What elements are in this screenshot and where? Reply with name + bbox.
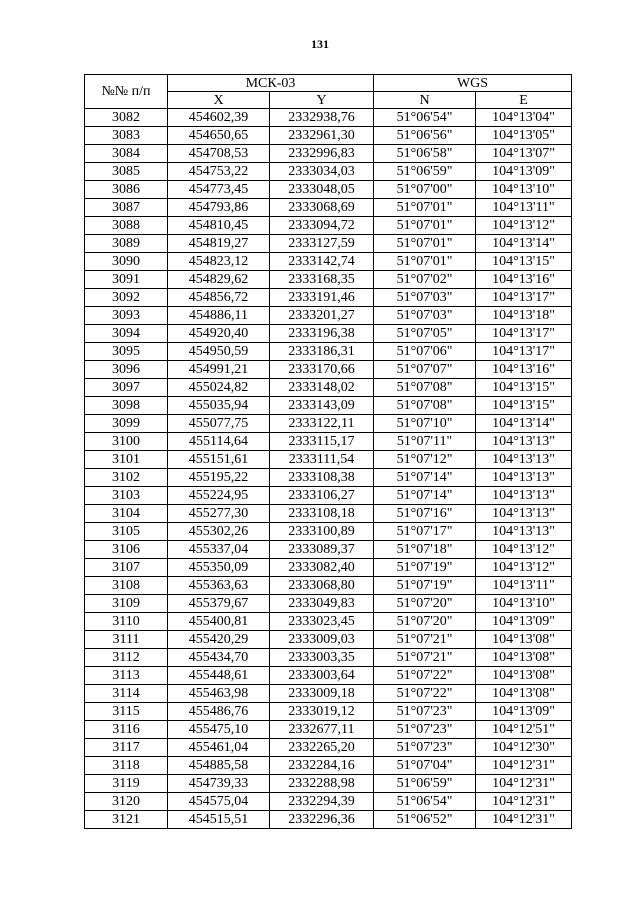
cell-x: 454823,12 bbox=[168, 253, 270, 271]
cell-x: 454810,45 bbox=[168, 217, 270, 235]
cell-x: 455195,22 bbox=[168, 469, 270, 487]
table-row bbox=[85, 271, 572, 289]
cell-e: 104°13'08" bbox=[476, 631, 572, 649]
table-row bbox=[85, 379, 572, 397]
cell-x: 455224,95 bbox=[168, 487, 270, 505]
cell-y: 2333127,59 bbox=[270, 235, 374, 253]
cell-number: 3115 bbox=[85, 703, 168, 721]
cell-x: 454575,04 bbox=[168, 793, 270, 811]
table-row bbox=[85, 721, 572, 739]
cell-number: 3100 bbox=[85, 433, 168, 451]
table-row bbox=[85, 487, 572, 505]
table-row bbox=[85, 505, 572, 523]
table-row bbox=[85, 163, 572, 181]
cell-y: 2333068,69 bbox=[270, 199, 374, 217]
cell-e: 104°13'18" bbox=[476, 307, 572, 325]
cell-n: 51°07'03" bbox=[374, 307, 476, 325]
table-row bbox=[85, 649, 572, 667]
cell-x: 454819,27 bbox=[168, 235, 270, 253]
cell-number: 3095 bbox=[85, 343, 168, 361]
cell-number: 3120 bbox=[85, 793, 168, 811]
cell-n: 51°07'14" bbox=[374, 487, 476, 505]
cell-x: 455363,63 bbox=[168, 577, 270, 595]
cell-y: 2333143,09 bbox=[270, 397, 374, 415]
cell-y: 2332294,39 bbox=[270, 793, 374, 811]
table-row bbox=[85, 811, 572, 829]
cell-e: 104°13'13" bbox=[476, 523, 572, 541]
cell-y: 2332284,16 bbox=[270, 757, 374, 775]
cell-e: 104°12'31" bbox=[476, 775, 572, 793]
table-row bbox=[85, 541, 572, 559]
cell-n: 51°07'16" bbox=[374, 505, 476, 523]
table-row bbox=[85, 127, 572, 145]
cell-y: 2333115,17 bbox=[270, 433, 374, 451]
cell-number: 3110 bbox=[85, 613, 168, 631]
cell-x: 455350,09 bbox=[168, 559, 270, 577]
cell-number: 3102 bbox=[85, 469, 168, 487]
cell-x: 455277,30 bbox=[168, 505, 270, 523]
table-header bbox=[85, 75, 572, 109]
cell-e: 104°13'11" bbox=[476, 199, 572, 217]
cell-n: 51°07'19" bbox=[374, 559, 476, 577]
cell-x: 455151,61 bbox=[168, 451, 270, 469]
cell-number: 3097 bbox=[85, 379, 168, 397]
cell-e: 104°13'17" bbox=[476, 343, 572, 361]
cell-n: 51°06'58" bbox=[374, 145, 476, 163]
table-row bbox=[85, 559, 572, 577]
table-row bbox=[85, 235, 572, 253]
cell-y: 2332288,98 bbox=[270, 775, 374, 793]
cell-number: 3098 bbox=[85, 397, 168, 415]
cell-e: 104°13'11" bbox=[476, 577, 572, 595]
cell-y: 2332677,11 bbox=[270, 721, 374, 739]
cell-y: 2332296,36 bbox=[270, 811, 374, 829]
table-row bbox=[85, 289, 572, 307]
table-row bbox=[85, 361, 572, 379]
cell-n: 51°07'05" bbox=[374, 325, 476, 343]
cell-y: 2332938,76 bbox=[270, 109, 374, 127]
cell-y: 2333003,64 bbox=[270, 667, 374, 685]
cell-number: 3091 bbox=[85, 271, 168, 289]
cell-number: 3090 bbox=[85, 253, 168, 271]
table-row bbox=[85, 217, 572, 235]
cell-e: 104°13'17" bbox=[476, 289, 572, 307]
cell-number: 3107 bbox=[85, 559, 168, 577]
cell-number: 3089 bbox=[85, 235, 168, 253]
cell-n: 51°07'21" bbox=[374, 631, 476, 649]
cell-x: 455461,04 bbox=[168, 739, 270, 757]
cell-n: 51°07'22" bbox=[374, 667, 476, 685]
cell-number: 3103 bbox=[85, 487, 168, 505]
cell-y: 2333122,11 bbox=[270, 415, 374, 433]
cell-y: 2333019,12 bbox=[270, 703, 374, 721]
table-row bbox=[85, 793, 572, 811]
table-row bbox=[85, 199, 572, 217]
cell-y: 2333034,03 bbox=[270, 163, 374, 181]
cell-e: 104°13'13" bbox=[476, 487, 572, 505]
cell-y: 2333009,18 bbox=[270, 685, 374, 703]
cell-y: 2333191,46 bbox=[270, 289, 374, 307]
cell-x: 455475,10 bbox=[168, 721, 270, 739]
cell-e: 104°12'31" bbox=[476, 811, 572, 829]
cell-e: 104°13'13" bbox=[476, 469, 572, 487]
table-row bbox=[85, 703, 572, 721]
cell-number: 3108 bbox=[85, 577, 168, 595]
cell-x: 455114,64 bbox=[168, 433, 270, 451]
cell-y: 2333170,66 bbox=[270, 361, 374, 379]
cell-n: 51°07'01" bbox=[374, 253, 476, 271]
cell-n: 51°06'56" bbox=[374, 127, 476, 145]
cell-y: 2333108,18 bbox=[270, 505, 374, 523]
cell-y: 2333106,27 bbox=[270, 487, 374, 505]
cell-number: 3096 bbox=[85, 361, 168, 379]
table-row bbox=[85, 145, 572, 163]
cell-e: 104°13'12" bbox=[476, 541, 572, 559]
cell-e: 104°13'17" bbox=[476, 325, 572, 343]
cell-x: 454515,51 bbox=[168, 811, 270, 829]
table-row bbox=[85, 775, 572, 793]
cell-x: 454886,11 bbox=[168, 307, 270, 325]
cell-x: 454885,58 bbox=[168, 757, 270, 775]
cell-y: 2333068,80 bbox=[270, 577, 374, 595]
cell-e: 104°13'15" bbox=[476, 253, 572, 271]
table-row bbox=[85, 613, 572, 631]
table-row bbox=[85, 451, 572, 469]
cell-y: 2333201,27 bbox=[270, 307, 374, 325]
cell-n: 51°07'21" bbox=[374, 649, 476, 667]
cell-number: 3094 bbox=[85, 325, 168, 343]
cell-x: 455035,94 bbox=[168, 397, 270, 415]
cell-number: 3114 bbox=[85, 685, 168, 703]
cell-number: 3118 bbox=[85, 757, 168, 775]
cell-number: 3113 bbox=[85, 667, 168, 685]
table-row bbox=[85, 415, 572, 433]
cell-number: 3088 bbox=[85, 217, 168, 235]
cell-y: 2333148,02 bbox=[270, 379, 374, 397]
cell-x: 454829,62 bbox=[168, 271, 270, 289]
cell-n: 51°07'04" bbox=[374, 757, 476, 775]
cell-number: 3106 bbox=[85, 541, 168, 559]
cell-number: 3119 bbox=[85, 775, 168, 793]
cell-number: 3109 bbox=[85, 595, 168, 613]
cell-e: 104°13'08" bbox=[476, 667, 572, 685]
cell-e: 104°13'09" bbox=[476, 613, 572, 631]
table-row bbox=[85, 397, 572, 415]
cell-x: 455077,75 bbox=[168, 415, 270, 433]
header-group-wgs: WGS bbox=[374, 75, 572, 92]
cell-n: 51°06'59" bbox=[374, 775, 476, 793]
header-number: №№ п/п bbox=[85, 75, 168, 109]
cell-x: 455448,61 bbox=[168, 667, 270, 685]
cell-y: 2332996,83 bbox=[270, 145, 374, 163]
table-row bbox=[85, 739, 572, 757]
cell-n: 51°07'23" bbox=[374, 739, 476, 757]
header-group-msk: МСК-03 bbox=[168, 75, 374, 92]
cell-x: 454793,86 bbox=[168, 199, 270, 217]
cell-e: 104°13'15" bbox=[476, 379, 572, 397]
header-x: X bbox=[168, 92, 270, 109]
table-row bbox=[85, 757, 572, 775]
header-e: E bbox=[476, 92, 572, 109]
cell-number: 3082 bbox=[85, 109, 168, 127]
cell-number: 3112 bbox=[85, 649, 168, 667]
table-row bbox=[85, 577, 572, 595]
cell-n: 51°07'20" bbox=[374, 595, 476, 613]
table-body bbox=[85, 109, 572, 829]
cell-x: 455486,76 bbox=[168, 703, 270, 721]
table-row bbox=[85, 685, 572, 703]
cell-e: 104°13'04" bbox=[476, 109, 572, 127]
table-row bbox=[85, 631, 572, 649]
cell-n: 51°06'54" bbox=[374, 109, 476, 127]
cell-n: 51°07'23" bbox=[374, 721, 476, 739]
cell-n: 51°07'11" bbox=[374, 433, 476, 451]
cell-n: 51°07'20" bbox=[374, 613, 476, 631]
table-row bbox=[85, 325, 572, 343]
cell-number: 3092 bbox=[85, 289, 168, 307]
cell-number: 3093 bbox=[85, 307, 168, 325]
cell-number: 3117 bbox=[85, 739, 168, 757]
coordinates-table bbox=[84, 74, 572, 829]
table-row bbox=[85, 433, 572, 451]
cell-y: 2333168,35 bbox=[270, 271, 374, 289]
cell-y: 2332961,30 bbox=[270, 127, 374, 145]
cell-number: 3087 bbox=[85, 199, 168, 217]
cell-e: 104°12'30" bbox=[476, 739, 572, 757]
cell-number: 3083 bbox=[85, 127, 168, 145]
cell-n: 51°07'18" bbox=[374, 541, 476, 559]
cell-e: 104°13'10" bbox=[476, 595, 572, 613]
cell-y: 2333094,72 bbox=[270, 217, 374, 235]
cell-number: 3104 bbox=[85, 505, 168, 523]
table-row bbox=[85, 523, 572, 541]
cell-y: 2333196,38 bbox=[270, 325, 374, 343]
cell-e: 104°13'13" bbox=[476, 505, 572, 523]
table-row bbox=[85, 595, 572, 613]
cell-y: 2333142,74 bbox=[270, 253, 374, 271]
cell-e: 104°13'12" bbox=[476, 559, 572, 577]
cell-y: 2333049,83 bbox=[270, 595, 374, 613]
cell-n: 51°07'19" bbox=[374, 577, 476, 595]
cell-n: 51°06'59" bbox=[374, 163, 476, 181]
cell-x: 454602,39 bbox=[168, 109, 270, 127]
cell-e: 104°12'31" bbox=[476, 757, 572, 775]
cell-e: 104°13'05" bbox=[476, 127, 572, 145]
cell-x: 455463,98 bbox=[168, 685, 270, 703]
cell-number: 3099 bbox=[85, 415, 168, 433]
cell-n: 51°07'08" bbox=[374, 397, 476, 415]
cell-e: 104°13'16" bbox=[476, 361, 572, 379]
cell-e: 104°13'10" bbox=[476, 181, 572, 199]
cell-n: 51°06'54" bbox=[374, 793, 476, 811]
cell-e: 104°13'15" bbox=[476, 397, 572, 415]
cell-n: 51°07'14" bbox=[374, 469, 476, 487]
cell-n: 51°07'08" bbox=[374, 379, 476, 397]
cell-n: 51°07'01" bbox=[374, 199, 476, 217]
cell-x: 455420,29 bbox=[168, 631, 270, 649]
cell-x: 455379,67 bbox=[168, 595, 270, 613]
cell-x: 454950,59 bbox=[168, 343, 270, 361]
cell-n: 51°07'06" bbox=[374, 343, 476, 361]
header-y: Y bbox=[270, 92, 374, 109]
cell-e: 104°13'16" bbox=[476, 271, 572, 289]
cell-y: 2332265,20 bbox=[270, 739, 374, 757]
cell-e: 104°13'14" bbox=[476, 415, 572, 433]
cell-x: 454920,40 bbox=[168, 325, 270, 343]
cell-x: 455337,04 bbox=[168, 541, 270, 559]
cell-n: 51°06'52" bbox=[374, 811, 476, 829]
cell-x: 454773,45 bbox=[168, 181, 270, 199]
cell-number: 3111 bbox=[85, 631, 168, 649]
cell-e: 104°13'07" bbox=[476, 145, 572, 163]
cell-x: 455302,26 bbox=[168, 523, 270, 541]
cell-y: 2333111,54 bbox=[270, 451, 374, 469]
table-row bbox=[85, 469, 572, 487]
cell-e: 104°13'14" bbox=[476, 235, 572, 253]
cell-n: 51°07'01" bbox=[374, 235, 476, 253]
cell-y: 2333082,40 bbox=[270, 559, 374, 577]
cell-e: 104°13'09" bbox=[476, 703, 572, 721]
table-row bbox=[85, 109, 572, 127]
cell-n: 51°07'00" bbox=[374, 181, 476, 199]
cell-e: 104°13'09" bbox=[476, 163, 572, 181]
cell-y: 2333048,05 bbox=[270, 181, 374, 199]
header-n: N bbox=[374, 92, 476, 109]
table-row bbox=[85, 667, 572, 685]
cell-e: 104°12'51" bbox=[476, 721, 572, 739]
cell-y: 2333108,38 bbox=[270, 469, 374, 487]
cell-x: 454856,72 bbox=[168, 289, 270, 307]
table-row bbox=[85, 307, 572, 325]
cell-e: 104°13'08" bbox=[476, 649, 572, 667]
table-row bbox=[85, 343, 572, 361]
cell-y: 2333089,37 bbox=[270, 541, 374, 559]
cell-n: 51°07'12" bbox=[374, 451, 476, 469]
cell-x: 454753,22 bbox=[168, 163, 270, 181]
table-row bbox=[85, 181, 572, 199]
cell-e: 104°13'13" bbox=[476, 433, 572, 451]
cell-number: 3116 bbox=[85, 721, 168, 739]
cell-e: 104°12'31" bbox=[476, 793, 572, 811]
cell-n: 51°07'23" bbox=[374, 703, 476, 721]
cell-x: 454650,65 bbox=[168, 127, 270, 145]
cell-x: 454708,53 bbox=[168, 145, 270, 163]
cell-n: 51°07'22" bbox=[374, 685, 476, 703]
cell-e: 104°13'13" bbox=[476, 451, 572, 469]
cell-n: 51°07'17" bbox=[374, 523, 476, 541]
table-row bbox=[85, 253, 572, 271]
cell-x: 455400,81 bbox=[168, 613, 270, 631]
cell-x: 455434,70 bbox=[168, 649, 270, 667]
cell-x: 454739,33 bbox=[168, 775, 270, 793]
cell-y: 2333023,45 bbox=[270, 613, 374, 631]
cell-x: 455024,82 bbox=[168, 379, 270, 397]
cell-number: 3084 bbox=[85, 145, 168, 163]
cell-y: 2333009,03 bbox=[270, 631, 374, 649]
cell-number: 3121 bbox=[85, 811, 168, 829]
cell-n: 51°07'10" bbox=[374, 415, 476, 433]
cell-n: 51°07'03" bbox=[374, 289, 476, 307]
cell-e: 104°13'08" bbox=[476, 685, 572, 703]
cell-n: 51°07'07" bbox=[374, 361, 476, 379]
page-number: 131 bbox=[311, 37, 329, 51]
cell-x: 454991,21 bbox=[168, 361, 270, 379]
cell-number: 3101 bbox=[85, 451, 168, 469]
cell-number: 3105 bbox=[85, 523, 168, 541]
cell-y: 2333003,35 bbox=[270, 649, 374, 667]
cell-y: 2333186,31 bbox=[270, 343, 374, 361]
cell-n: 51°07'01" bbox=[374, 217, 476, 235]
cell-e: 104°13'12" bbox=[476, 217, 572, 235]
cell-n: 51°07'02" bbox=[374, 271, 476, 289]
cell-number: 3086 bbox=[85, 181, 168, 199]
cell-number: 3085 bbox=[85, 163, 168, 181]
cell-y: 2333100,89 bbox=[270, 523, 374, 541]
